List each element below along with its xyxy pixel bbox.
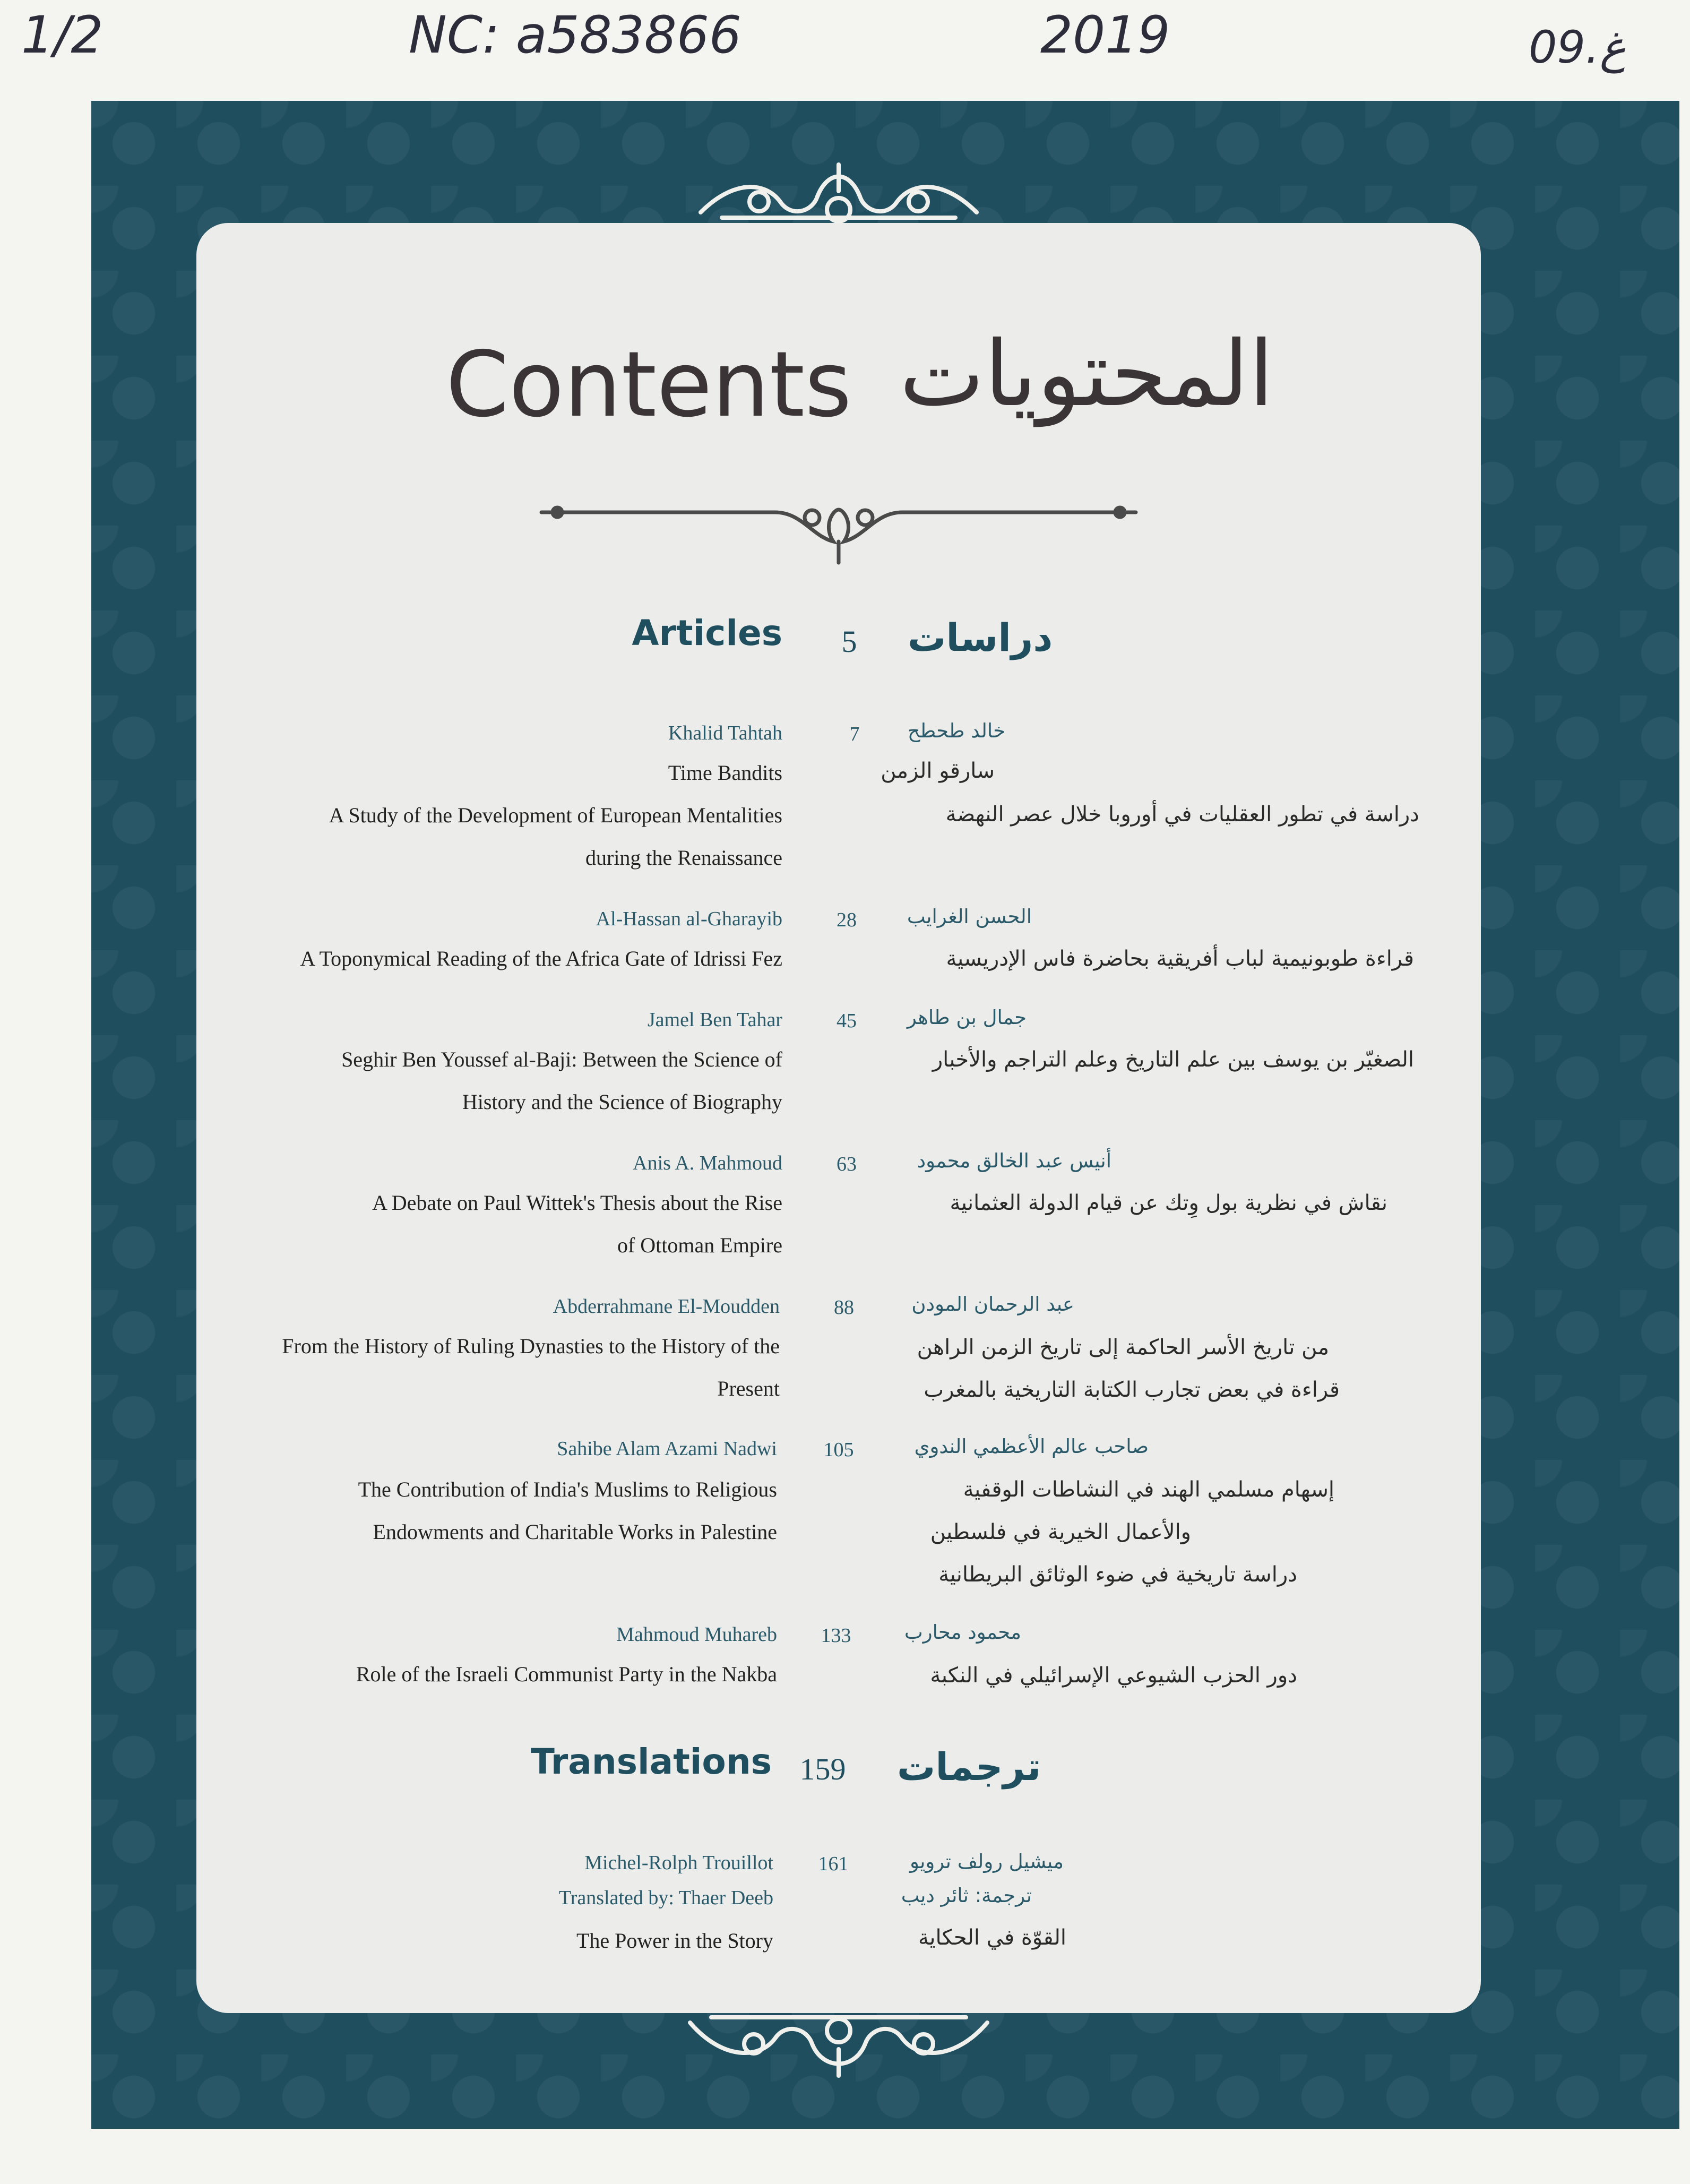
entry-7-page: 133 xyxy=(821,1624,851,1647)
handwritten-reference: NC: a583866 xyxy=(409,5,741,65)
section-translations-ar: ترجمات xyxy=(897,1744,1041,1789)
title-divider-ornament xyxy=(536,494,1141,568)
entry-6-page: 105 xyxy=(823,1439,854,1461)
entry-3-author-en: Jamel Ben Tahar xyxy=(647,1009,782,1031)
section-articles-en: Articles xyxy=(632,613,782,654)
translation-title-ar: القوّة في الحكاية xyxy=(918,1925,1066,1950)
top-ornament xyxy=(690,159,987,228)
entry-6-title-ar-3: دراسة تاريخية في ضوء الوثائق البريطانية xyxy=(938,1562,1297,1587)
contents-panel xyxy=(196,223,1481,2013)
entry-3-page: 45 xyxy=(837,1010,857,1032)
entry-1-title-en-3: during the Renaissance xyxy=(585,846,782,870)
entry-2-author-ar: الحسن الغرايب xyxy=(907,905,1032,928)
entry-6-author-ar: صاحب عالم الأعظمي الندوي xyxy=(914,1435,1149,1458)
entry-3-title-en-1: Seghir Ben Youssef al-Baji: Between the Science of xyxy=(341,1047,782,1071)
entry-6-title-en-1: The Contribution of India's Muslims to Religious xyxy=(358,1477,777,1501)
entry-7-title-en-1: Role of the Israeli Communist Party in the Nakba xyxy=(356,1662,777,1686)
entry-6-title-ar-1: إسهام مسلمي الهند في النشاطات الوقفية xyxy=(963,1477,1334,1502)
translator-ar: ترجمة: ثائر ديب xyxy=(901,1884,1032,1907)
entry-3-title-en-2: History and the Science of Biography xyxy=(462,1090,782,1114)
entry-4-title-en-2: of Ottoman Empire xyxy=(617,1233,782,1257)
entry-4-author-ar: أنيس عبد الخالق محمود xyxy=(917,1149,1111,1172)
entry-5-title-ar-1: من تاريخ الأسر الحاكمة إلى تاريخ الزمن الراهن xyxy=(917,1335,1329,1360)
entry-5-title-en-2: Present xyxy=(717,1377,780,1400)
translation-title-en: The Power in the Story xyxy=(576,1929,773,1953)
entry-6-author-en: Sahibe Alam Azami Nadwi xyxy=(557,1438,777,1460)
translator-en: Translated by: Thaer Deeb xyxy=(558,1887,773,1909)
section-articles-page: 5 xyxy=(841,624,857,659)
entry-7-title-ar-1: دور الحزب الشيوعي الإسرائيلي في النكبة xyxy=(930,1663,1297,1688)
entry-1-author-ar: خالد طحطح xyxy=(907,719,1005,742)
entry-2-author-en: Al-Hassan al-Gharayib xyxy=(596,908,782,930)
title-ar: المحتويات xyxy=(899,322,1274,427)
entry-7-author-ar: محمود محارب xyxy=(904,1621,1021,1644)
entry-5-title-en-1: From the History of Ruling Dynasties to the History of the xyxy=(282,1334,780,1358)
handwritten-page-count: 1/2 xyxy=(21,5,104,65)
entry-5-author-en: Abderrahmane El-Moudden xyxy=(553,1295,780,1318)
entry-1-title-en-2: A Study of the Development of European Mentalities xyxy=(329,803,782,827)
handwritten-code: 09.غ xyxy=(1529,21,1626,73)
entry-6-title-en-2: Endowments and Charitable Works in Palestine xyxy=(373,1520,777,1544)
entry-1-page: 7 xyxy=(849,723,860,745)
entry-3-author-ar: جمال بن طاهر xyxy=(907,1006,1027,1029)
translation-page: 161 xyxy=(818,1853,849,1875)
entry-5-author-ar: عبد الرحمان المودن xyxy=(911,1293,1074,1315)
entry-4-page: 63 xyxy=(837,1153,857,1175)
translation-author-ar: ميشيل رولف ترويو xyxy=(909,1850,1064,1873)
entry-4-title-ar-1: نقاش في نظرية بول وِتك عن قيام الدولة العثمانية xyxy=(950,1191,1387,1215)
entry-1-title-en-1: Time Bandits xyxy=(668,761,782,785)
entry-2-page: 28 xyxy=(837,909,857,931)
section-translations-page: 159 xyxy=(799,1752,846,1786)
bottom-ornament xyxy=(679,2007,998,2081)
entry-4-title-en-1: A Debate on Paul Wittek's Thesis about the Rise xyxy=(372,1191,782,1215)
entry-1-title-ar-1: سارقو الزمن xyxy=(881,759,995,783)
entry-4-author-en: Anis A. Mahmoud xyxy=(633,1152,782,1174)
title-en: Contents xyxy=(446,332,852,437)
entry-6-title-ar-2: والأعمال الخيرية في فلسطين xyxy=(930,1520,1191,1544)
translation-author-en: Michel-Rolph Trouillot xyxy=(584,1852,773,1874)
entry-2-title-en-1: A Toponymical Reading of the Africa Gate of Idrissi Fez xyxy=(300,947,782,970)
entry-5-title-ar-2: قراءة في بعض تجارب الكتابة التاريخية بالمغرب xyxy=(924,1378,1340,1402)
section-articles-ar: دراسات xyxy=(908,615,1053,660)
entry-2-title-ar-1: قراءة طوبونيمية لباب أفريقية بحاضرة فاس الإدريسية xyxy=(946,947,1414,971)
entry-5-page: 88 xyxy=(834,1296,854,1319)
entry-7-author-en: Mahmoud Muhareb xyxy=(616,1623,777,1646)
entry-3-title-ar-1: الصغيّر بن يوسف بين علم التاريخ وعلم التراجم والأخبار xyxy=(932,1047,1414,1072)
entry-1-author-en: Khalid Tahtah xyxy=(668,722,782,744)
section-translations-en: Translations xyxy=(530,1741,772,1782)
entry-1-title-ar-2: دراسة في تطور العقليات في أوروبا خلال عصر النهضة xyxy=(945,802,1419,827)
handwritten-year: 2019 xyxy=(1040,5,1170,65)
